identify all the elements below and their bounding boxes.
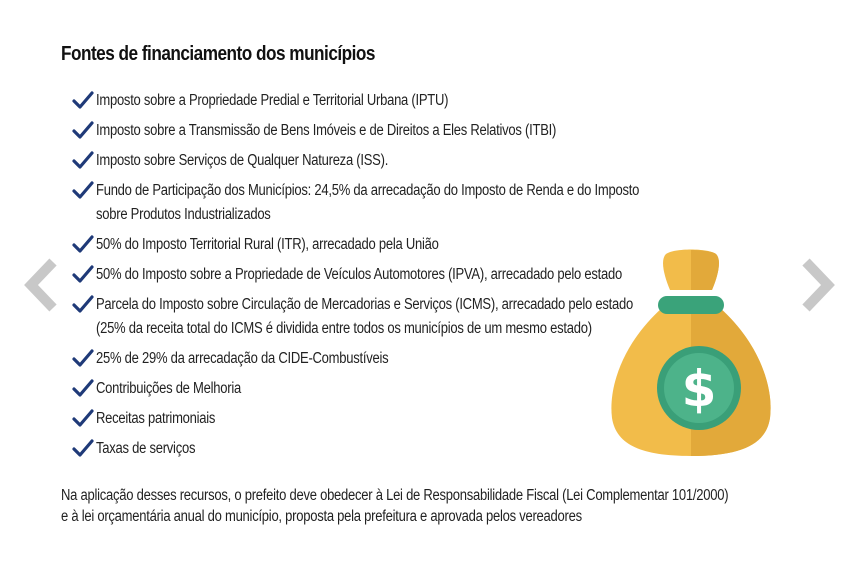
check-icon <box>72 439 94 457</box>
footer-line: e à lei orçamentária anual do município, proposta pela prefeitura e aprovada pelos vereadores <box>61 508 582 525</box>
list-item-text <box>96 263 622 287</box>
page-title: Fontes de financiamento dos municípios <box>61 43 375 65</box>
list-item-line: Imposto sobre Serviços de Qualquer Natureza (ISS). <box>96 152 389 169</box>
list-item-text <box>96 149 388 173</box>
next-slide-button[interactable] <box>796 258 836 312</box>
list-item-line: Receitas patrimoniais <box>96 410 216 427</box>
list-item-text <box>96 119 556 143</box>
list-item-text <box>96 179 639 227</box>
list-item-text <box>96 347 388 371</box>
list-item-line: 50% do Imposto sobre a Propriedade de Veículos Automotores (IPVA), arrecadado pelo estado <box>96 266 622 283</box>
list-item-line: 50% do Imposto Territorial Rural (ITR), arrecadado pela União <box>96 236 439 253</box>
footer-note <box>61 485 728 527</box>
chevron-left-icon <box>23 258 63 312</box>
check-icon <box>72 379 94 397</box>
check-icon <box>72 349 94 367</box>
list-item <box>72 148 752 178</box>
check-icon <box>72 409 94 427</box>
list-item-line: Imposto sobre a Transmissão de Bens Imóveis e de Direitos a Eles Relativos (ITBI) <box>96 122 557 139</box>
list-item-text <box>96 89 448 113</box>
list-item-line: (25% da receita total do ICMS é dividida entre todos os municípios de um mesmo estado) <box>96 320 592 337</box>
list-item-text <box>96 233 439 257</box>
footer-line: Na aplicação desses recursos, o prefeito deve obedecer à Lei de Responsabilidade Fiscal (Lei Complementar 101/2000) <box>61 487 729 504</box>
check-icon <box>72 91 94 109</box>
list-item-text <box>96 407 215 431</box>
check-icon <box>72 121 94 139</box>
list-item-line: Parcela do Imposto sobre Circulação de Mercadorias e Serviços (ICMS), arrecadado pelo estado <box>96 296 633 313</box>
money-bag-icon <box>604 246 778 458</box>
list-item-line: 25% de 29% da arrecadação da CIDE-Combustíveis <box>96 350 389 367</box>
list-item-line: Imposto sobre a Propriedade Predial e Territorial Urbana (IPTU) <box>96 92 449 109</box>
check-icon <box>72 265 94 283</box>
chevron-right-icon <box>796 258 836 312</box>
list-item-line: Contribuições de Melhoria <box>96 380 241 397</box>
check-icon <box>72 181 94 199</box>
check-icon <box>72 151 94 169</box>
list-item <box>72 88 752 118</box>
previous-slide-button[interactable] <box>23 258 63 312</box>
check-icon <box>72 295 94 313</box>
list-item-line: sobre Produtos Industrializados <box>96 206 271 223</box>
list-item-text <box>96 293 633 341</box>
list-item-line: Taxas de serviços <box>96 440 196 457</box>
list-item-line: Fundo de Participação dos Municípios: 24,5% da arrecadação do Imposto de Renda e do Imposto <box>96 182 640 199</box>
dollar-symbol: $ <box>681 360 717 418</box>
check-icon <box>72 235 94 253</box>
list-item <box>72 118 752 148</box>
list-item-text <box>96 377 241 401</box>
list-item <box>72 178 752 232</box>
list-item-text <box>96 437 195 461</box>
